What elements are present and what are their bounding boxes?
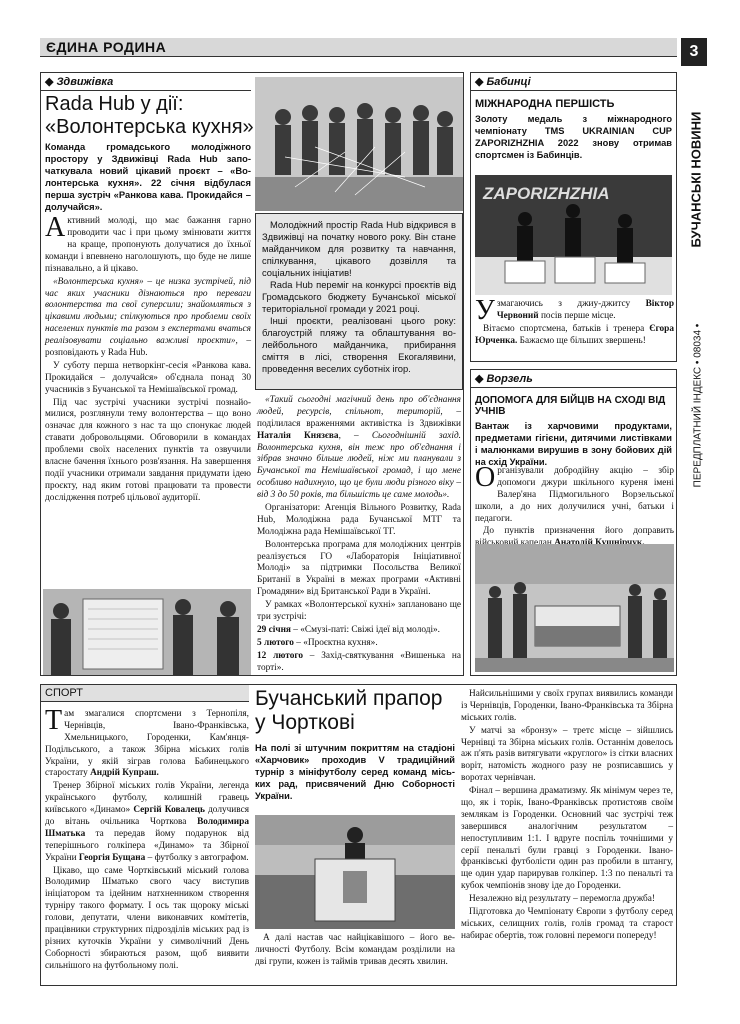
subscription-index: ПЕРЕДПЛАТНИЙ ІНДЕКС • 08034 • — [692, 323, 704, 488]
article-sport — [40, 684, 677, 986]
article-lead: Вантаж із харчовими продуктами, предметами гігієни, дитячими листівками і малюнками вирушив в зону бойових дій на схід України. — [475, 421, 672, 467]
article-title-line2: у Чорткові — [255, 711, 355, 735]
meeting-item: 12 лютого – Захід-святкування «Вишенька на торті». — [257, 650, 461, 673]
info-box-text: Інші проєкти, реалізовані цього року: благоустрій пляжу та облаштування волейбольного майданчика, прибирання сміття в лісі, створення Екогалявини, проведення веселих суботніх ігор. — [262, 315, 456, 375]
section-title: ЄДИНА РОДИНА — [46, 39, 167, 55]
article-babyntsi — [470, 72, 677, 362]
sport-column-right — [461, 689, 673, 983]
article-tag-label: Бабинці — [486, 76, 531, 88]
article-paragraph: Активний молоді, що має бажання гарно проводити час і при цьому змінювати життя на краще, пропонують долучатися до їхньої команди і впевнено наголошують, що буде не лише пізнавально, а й цікаво. — [45, 212, 251, 274]
article-title — [45, 93, 255, 139]
photo-award-podium — [475, 175, 672, 295]
article-tag: ◆ Ворзель — [471, 370, 676, 388]
article-paragraph: Вітаємо спортсмена, батьків і тренера Єгора Юрченка. Бажаємо ще більших звершень! — [475, 323, 674, 346]
sport-column-middle — [255, 933, 455, 983]
article-paragraph: Найсильнішими у своїх групах виявились команди із Чернівців, Городенки, Івано-Франківська та Збірна міських голів. — [461, 689, 673, 723]
article-paragraph: У суботу перша нетворкінг-сесія «Ранкова кава. Прокидайся – долучайся» об'єднала понад 30 учасників з Бучанської та Немішаївської громад. — [45, 360, 251, 395]
article-paragraph: А далі настав час найцікавішого – його величності Футболу. Всім командам розділили на дві групи, кожен із таймів тривав десять хвилин. — [255, 933, 455, 967]
article-lead: На полі зі штучним покриттям на стадіоні «Харчовик» проходив V традиційний турнір з мініфутболу серед команд міських рад, присвячений Дню Соборності України. — [255, 743, 455, 801]
article-paragraph: Тренер Збірної міських голів України, легенда українського футболу, колишній гравець київського «Динамо» Сергій Ковалець долучився до вітань очільника Чорткова Володимира Шматька та передав йому подарунок від теперішнього голкіпера «Динамо» та Збірної України Георгія Бущана – футболку з автографом. — [45, 781, 249, 863]
article-paragraph: У матчі за «бронзу» – третє місце – зійшлись Чернівці та Збірна міських голів. Останнім довелось аж п'ять разів витягувати «круглого» із сітки власних воріт, натомість жодного разу не розписавшись у воротах чернівчан. — [461, 725, 673, 784]
article-paragraph: У рамках «Волонтерської кухні» заплановано ще три зустрічі: — [257, 600, 461, 623]
article-paragraph: Узмагаючись з джиу-джитсу Віктор Червоний посів перше місце. — [475, 295, 674, 326]
photo-workshop — [43, 589, 251, 675]
article-vorzel — [470, 369, 677, 676]
article-title: ДОПОМОГА ДЛЯ БІЙЦІВ НА СХОДІ ВІД УЧНІВ — [475, 395, 666, 417]
article-title: МІЖНАРОДНА ПЕРШІСТЬ — [475, 98, 615, 110]
article-title — [255, 687, 455, 735]
photo-volunteers-group — [255, 77, 463, 211]
article-paragraph: До пунктів призначення його доправить — [483, 526, 674, 537]
article-column-right — [257, 395, 461, 675]
section-header-bar — [40, 38, 677, 57]
article-lead: Золоту медаль з міжнародного чемпіонату TMS UKRAINIAN CUP ZAPORIZHZHIA 2022 знову отримав спортсмен із Бабинців. — [475, 114, 672, 160]
sport-column-left — [45, 705, 249, 983]
info-box-text: Rada Hub переміг на конкурсі проєктів від Громадського бюджету Бучанської міської територіальної громади у 2021 році. — [262, 279, 456, 315]
article-tag — [41, 685, 249, 702]
article-lead: Команда громадського молодіжного простору у Здвижівці Rada Hub започаткувала новий цікавий проєкт – «Волонтерська кухня». 22 січня відбулася перша зустріч «Ранкова кава. Прокидайся – долучайся». — [45, 141, 251, 213]
article-paragraph: Волонтерська програма для молодіжних центрів реалізується ГО «Лабораторія Ініціативної Молоді» за підтримки Посольства Великої Британії в Україні в межах програми «Активні Громадяни» від Британської Ради в Україні. — [257, 539, 461, 598]
article-paragraph: Організатори: Агенція Вільного Розвитку, Rada Hub, Молодіжна рада Бучанської МТГ та Молодіжна рада Немішаївської ТГ. — [257, 503, 461, 537]
info-box-rada-hub — [255, 213, 463, 390]
article-body — [475, 462, 674, 538]
article-paragraph: Підготовка до Чемпіонату Європи з футболу серед міських, селищних голів, голів громад та старост набирає обертів, тож головні перемоги попереду! — [461, 907, 673, 941]
article-quote: «Такий сьогодні магічний день про об'єднання людей, ресурсів, спільнот, територій, – поділилася враженнями активістка із Здвижівки Наталія Князєва, – Сьогоднішній захід. Волонтерська кухня, він теж про об'єднання і зібрав значно більше людей, ніж ми планували з Бучанської та Немішаївської громад, і що мене особливо надихнуло, що це були люди різного віку – від 3 до 50 років, та більшість це саме молодь». — [257, 395, 461, 501]
article-paragraph: Під час зустрічі учасники зустрічі познайомилися, розглянули тему волонтерства – що воно означає для кожного з нас та що спонукає людей ставати добровольцями. Обговорили в командах проблеми своїх населених пунктів та озвучили власне бачення їхнього розв'язання. На завершення події учасники отримали завдання придумати ідею проєкту, над яким готові працювати та провести дослідження потреб цільової аудиторії. — [45, 397, 251, 503]
article-paragraph: «Волонтерська кухня» – це низка зустрічей, під час яких учасники дізнаються про переваги волонтерства та свої суперсили; знайомляться з цікавими людьми; спілкуються про проблеми своїх населених пунктів та разом з експертами вчаться реалізовувати соціально важливі проєкти», – розповідають у Rada Hub. — [45, 276, 251, 358]
meeting-item: 29 січня – «Смузі-паті: Свіжі ідеї від молоді». — [257, 624, 441, 635]
vertical-sidebar — [688, 70, 704, 630]
photo-students-flag — [475, 544, 674, 672]
newspaper-masthead: БУЧАНСЬКІ НОВИНИ — [688, 111, 704, 248]
article-paragraph: Цікаво, що саме Чортківський міський голова Володимир Шматько свого часу виступив ініціатором та ідейним натхненником створення турніру такого формату. І ось так щороку міські голови, депутати, члени виконавчих комітетів, працівники структурних підрозділів міських рад із різних куточків України у символічний День Соборності збираються разом, щоб виявити сильнішого на футбольному полі. — [45, 865, 249, 971]
article-paragraph: Незалежно від результату – перемогла дружба! — [469, 894, 655, 905]
article-tag: ◆ Бабинці — [471, 73, 676, 91]
article-rada-hub — [40, 72, 464, 676]
photo-player-with-flag — [255, 815, 455, 929]
page-number: 3 — [681, 38, 707, 66]
article-title-line1: Бучанський прапор — [255, 687, 443, 710]
article-paragraph: Організували добродійну акцію – збір допомоги джури шкільного куреня імені Валер'яна Підмогильного Ворзельської школи, а до них долучилися учні, батьки і педагоги. — [475, 462, 674, 524]
article-paragraph: Фінал – вершина драматизму. Як мінімум через те, що, як і торік, Івано-Франківськ протистояв своїм землякам із Городенки. Основний час зустрічі теж завершився аналогічним результатом – непоступливим 1:1. І вдруге поспіль точнішими у серії пенальті були гравці з Городенки. Івано-франківські футболісти один раз пробили в штангу, ще один удар парирував голкіпер. 1:3 по пенальті та кубок чемпіонів знову іде до Городенки. — [461, 786, 673, 892]
article-tag-label: Здвижівка — [56, 76, 114, 88]
article-column-left — [45, 141, 251, 586]
meeting-item: 5 лютого – «Проєктна кухня». — [257, 637, 378, 648]
article-tag-label: СПОРТ — [45, 687, 83, 699]
info-box-text: Молодіжний простір Rada Hub відкрився в Здвижівці на початку нового року. Він стане майданчиком для розвитку та навчання, спілкування, цікавого дозвілля та соціальних ініціатив! — [262, 219, 456, 279]
article-title-line1: Rada Hub у дії: — [45, 93, 184, 115]
article-tag-label: Ворзель — [486, 373, 533, 385]
article-tag: ◆ Здвижівка — [41, 73, 251, 91]
article-body — [475, 295, 674, 361]
article-paragraph: Там змагалися спортсмени з Тернопіля, Чернівців, Івано-Франківська, Хмельницького, Городенки, Кам'янця-Подільського, а також Збірна міських голів України, у якій зіграв голова Бабинецького старостату Андрій Купраш. — [45, 705, 249, 779]
article-title-line2: «Волонтерська кухня» — [45, 116, 254, 138]
photo-banner-text: ZAPORIZHZHIA — [483, 184, 610, 203]
